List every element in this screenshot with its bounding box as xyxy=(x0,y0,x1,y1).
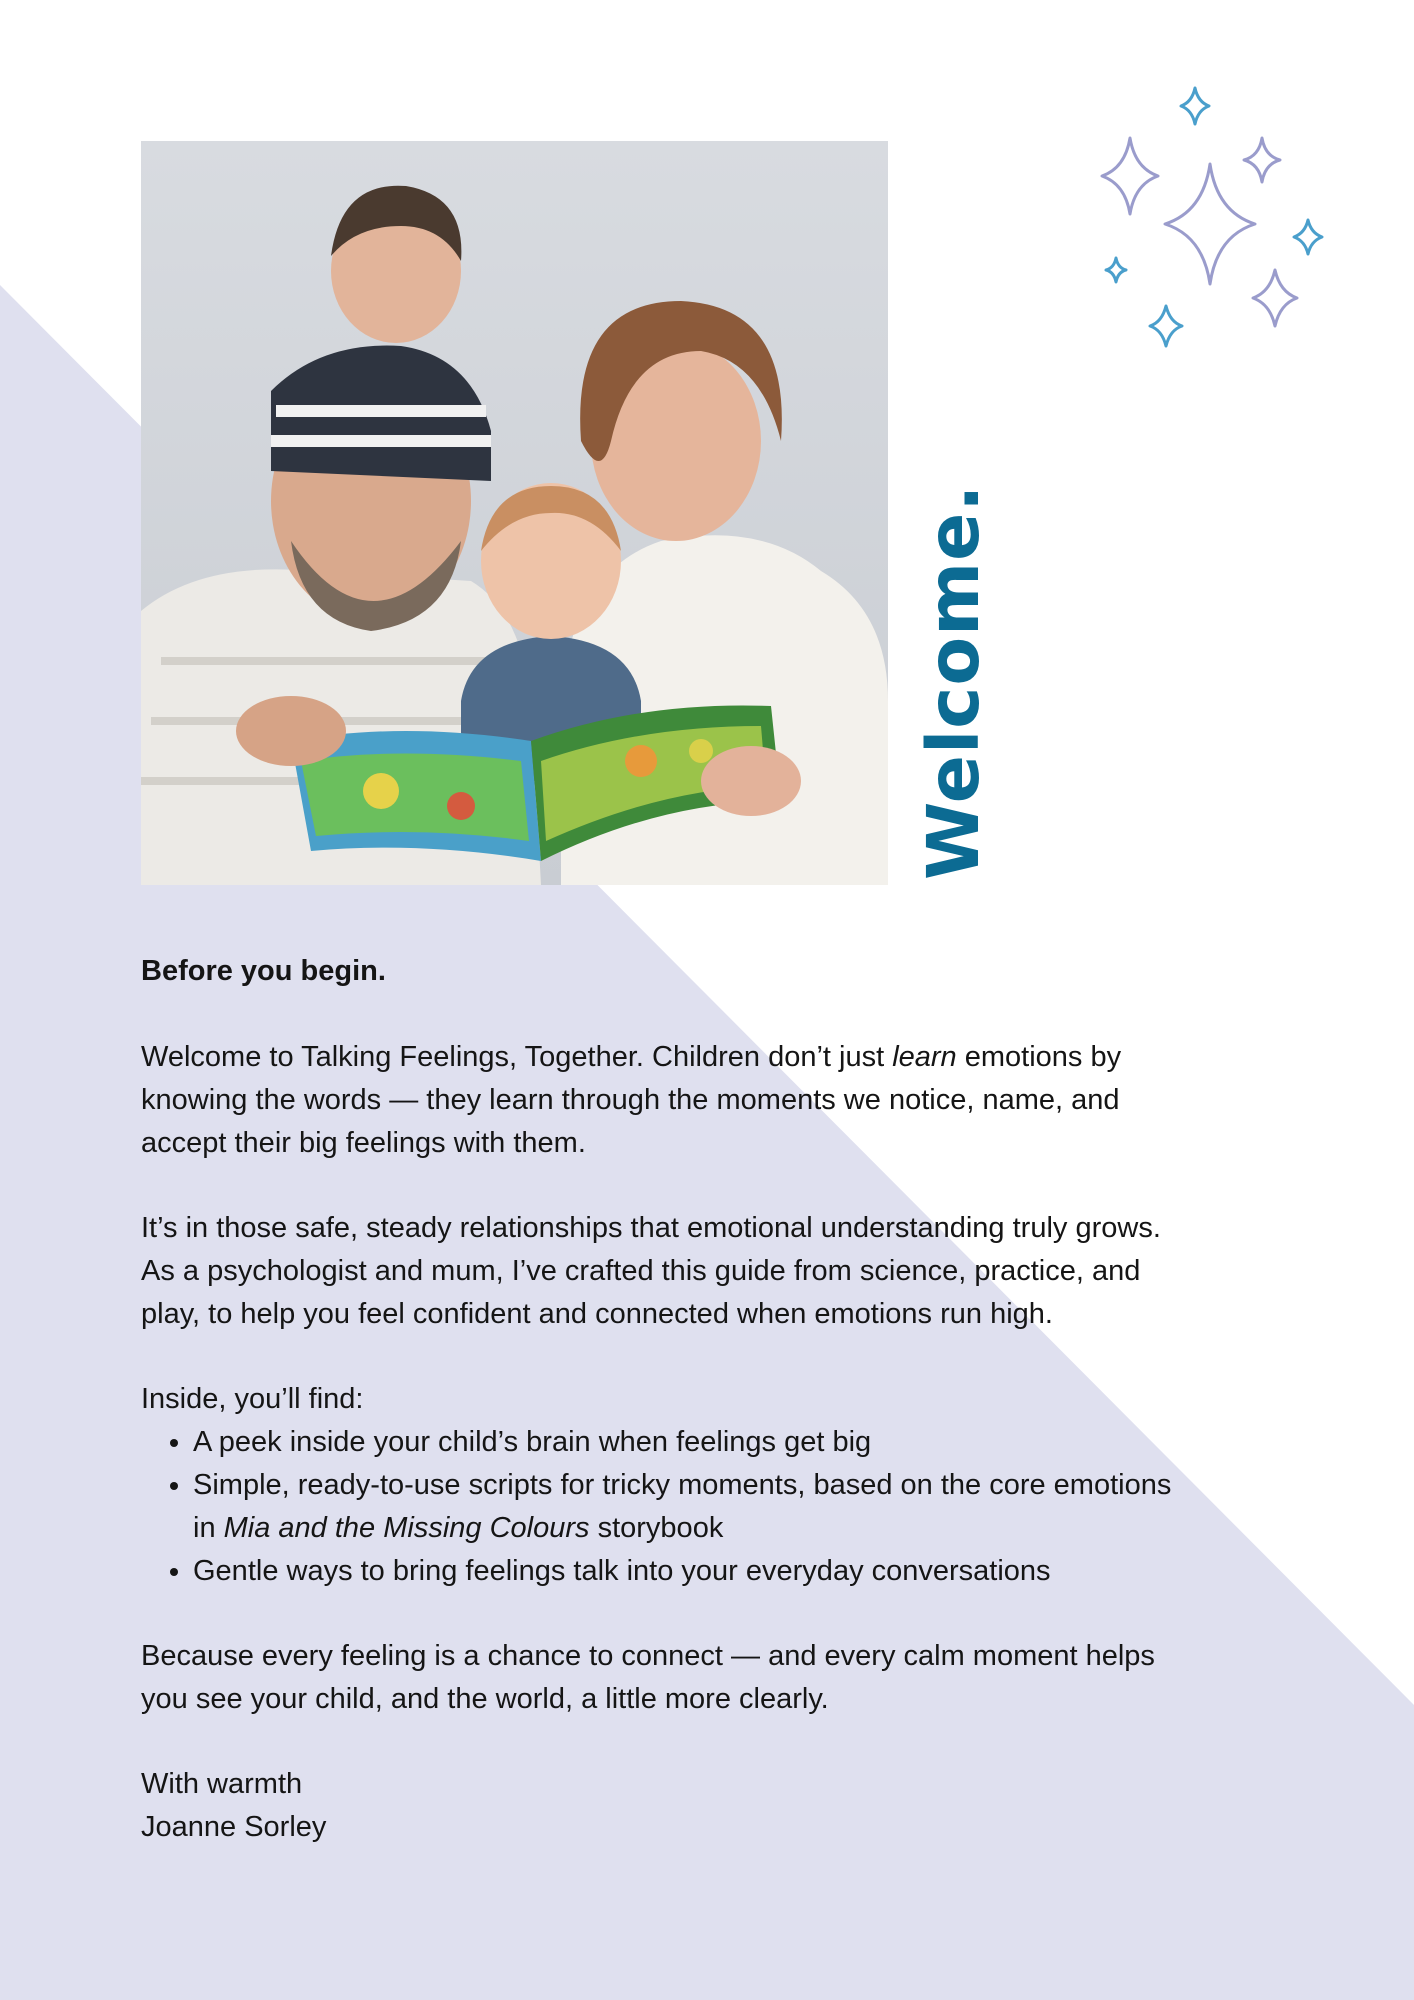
sparkles-decoration xyxy=(1090,80,1340,360)
welcome-title: Welcome. xyxy=(912,483,995,880)
list-item: • Gentle ways to bring feelings talk into your everyday conversations xyxy=(193,1550,1181,1593)
intro-paragraph: Welcome to Talking Feelings, Together. Children don’t just learn emotions by knowing the words — they learn through the moments we notice, name, and accept their big feelings with them. xyxy=(141,1041,1122,1159)
sparkle-icon xyxy=(1244,138,1280,182)
inside-list xyxy=(141,1421,1181,1593)
sparkle-icon xyxy=(1106,258,1126,282)
sparkle-icon xyxy=(1253,270,1297,326)
author-name: Joanne Sorley xyxy=(141,1811,327,1843)
sparkle-icon xyxy=(1165,164,1255,284)
letter-heading: Before you begin. xyxy=(141,955,386,987)
sparkle-icon xyxy=(1294,220,1322,254)
psychologist-paragraph: It’s in those safe, steady relationships that emotional understanding truly grows. As a psychologist and mum, I’ve crafted this guide from science, practice, and play, to help you feel confident and connected when emotions run high. xyxy=(141,1212,1161,1330)
list-item: • A peek inside your child’s brain when feelings get big xyxy=(193,1421,1181,1464)
sparkle-icon xyxy=(1150,306,1182,346)
list-item: • Simple, ready-to-use scripts for tricky moments, based on the core emotions in Mia and the Missing Colours storybook xyxy=(193,1464,1181,1550)
emphasis-learn: learn xyxy=(892,1041,957,1073)
family-reading-photo xyxy=(141,141,888,885)
sparkle-icon xyxy=(1181,88,1209,124)
inside-label: Inside, you’ll find: xyxy=(141,1383,364,1415)
closing-paragraph: Because every feeling is a chance to connect — and every calm moment helps you see your child, and the world, a little more clearly. xyxy=(141,1640,1155,1715)
signoff: With warmth xyxy=(141,1768,303,1800)
sparkle-icon xyxy=(1102,138,1158,214)
book-title: Mia and the Missing Colours xyxy=(223,1512,590,1544)
welcome-letter xyxy=(141,950,1181,1849)
